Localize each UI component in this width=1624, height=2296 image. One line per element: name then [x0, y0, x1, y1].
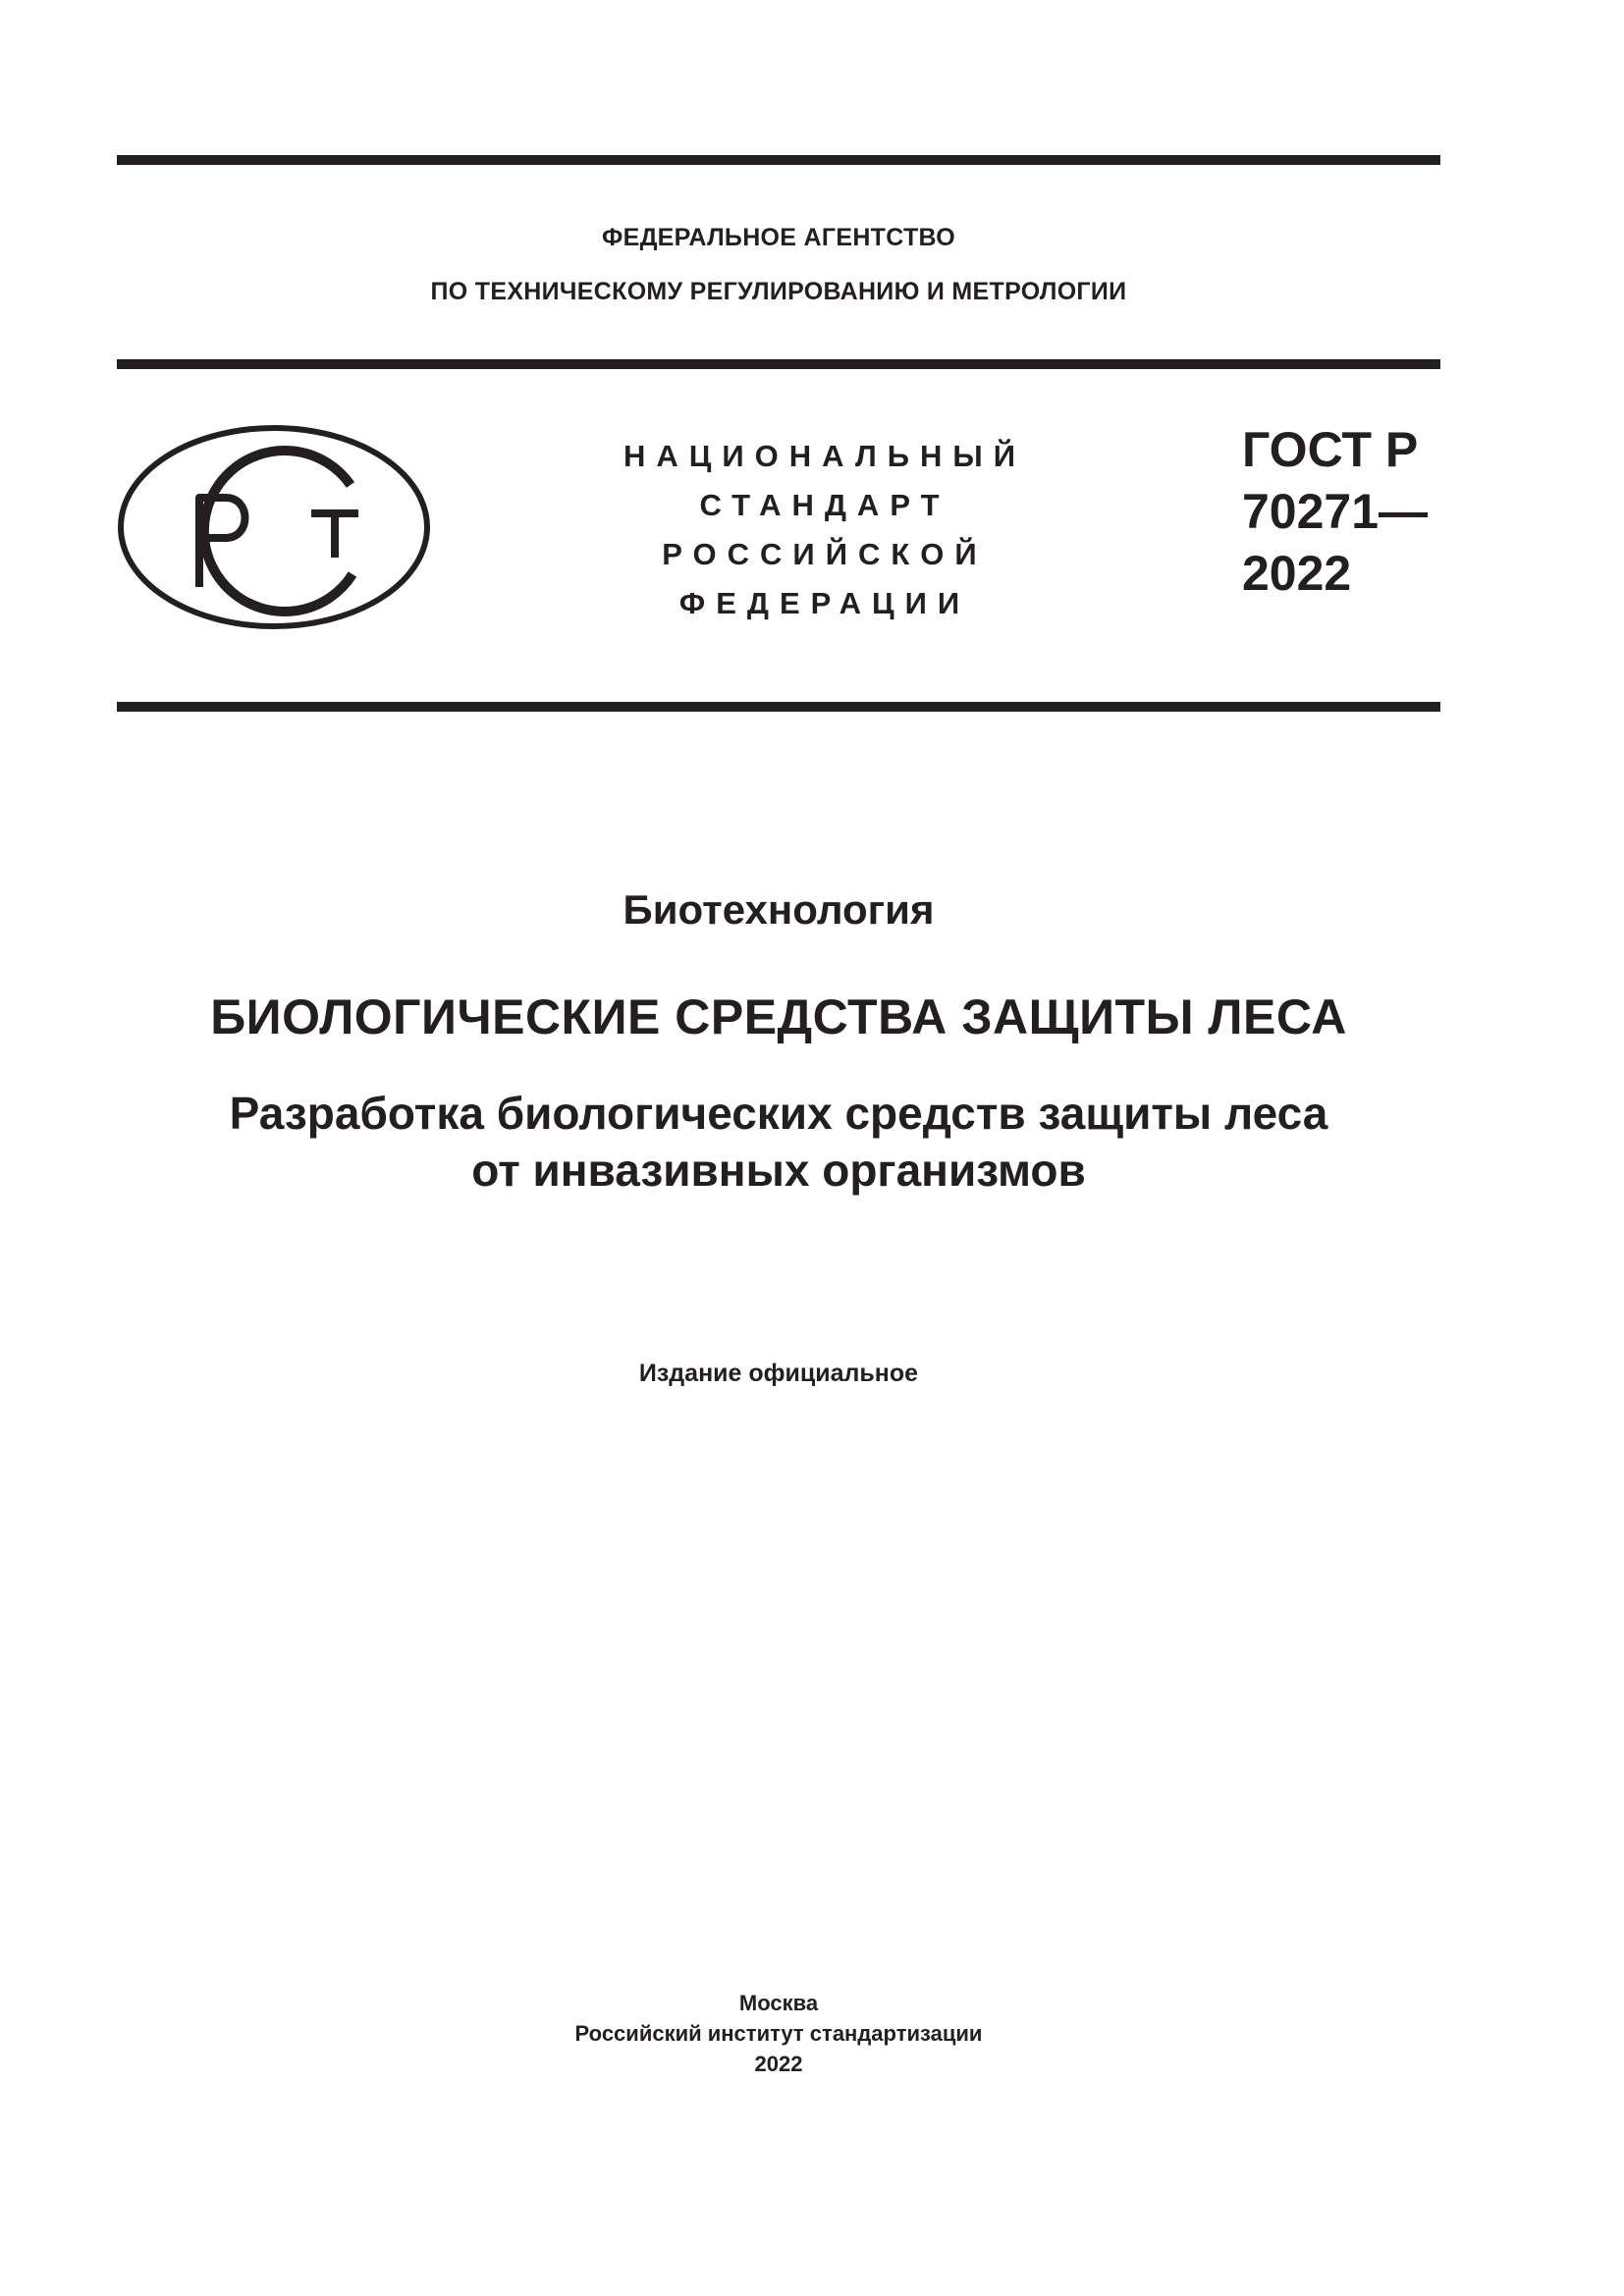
gost-designation-line-3: 2022 — [1242, 546, 1352, 601]
document-category: Биотехнология — [623, 886, 935, 933]
national-standard-line-3: РОССИЙСКОЙ — [662, 537, 988, 571]
gost-designation-line-2: 70271— — [1242, 484, 1429, 539]
header-divider-rule — [117, 359, 1440, 369]
national-standard-label — [579, 432, 1070, 628]
national-standard-line-1: НАЦИОНАЛЬНЫЙ — [623, 439, 1027, 473]
document-main-title: БИОЛОГИЧЕСКИЕ СРЕДСТВА ЗАЩИТЫ ЛЕСА — [210, 989, 1347, 1044]
title-block-divider-rule — [117, 702, 1440, 712]
edition-label: Издание официальное — [638, 1360, 919, 1387]
rst-conformity-mark-icon — [117, 424, 431, 630]
top-rule — [117, 155, 1440, 165]
publisher-city: Москва — [738, 1991, 819, 2015]
publisher-name: Российский институт стандартизации — [574, 2021, 983, 2046]
publication-year: 2022 — [754, 2052, 803, 2076]
document-subtitle-line-2: от инвазивных организмов — [471, 1145, 1086, 1196]
national-standard-line-4: ФЕДЕРАЦИИ — [678, 586, 971, 620]
agency-name-line-1: ФЕДЕРАЛЬНОЕ АГЕНТСТВО — [601, 224, 956, 251]
gost-designation-line-1: ГОСТ Р — [1242, 422, 1419, 477]
agency-name-line-2: ПО ТЕХНИЧЕСКОМУ РЕГУЛИРОВАНИЮ И МЕТРОЛОГИИ — [430, 278, 1127, 305]
gost-designation — [1242, 419, 1428, 605]
national-standard-line-2: СТАНДАРТ — [699, 488, 950, 522]
document-subtitle-line-1: Разработка биологических средств защиты леса — [229, 1088, 1328, 1139]
publisher-imprint — [0, 1988, 1557, 2079]
document-subtitle — [0, 1085, 1557, 1199]
